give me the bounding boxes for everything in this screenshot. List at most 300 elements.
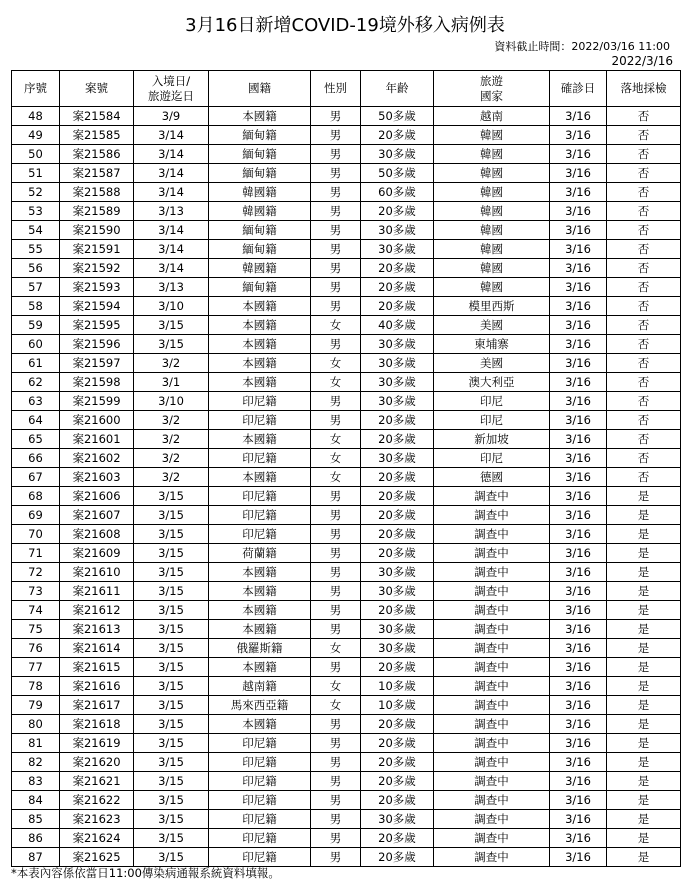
cell-sex: 男 <box>311 601 361 620</box>
cell-confirm-date: 3/16 <box>550 392 607 411</box>
cell-travel-country: 模里西斯 <box>434 297 550 316</box>
cell-seq: 63 <box>12 392 60 411</box>
cell-nationality: 本國籍 <box>209 601 311 620</box>
page-title: 3月16日新增COVID-19境外移入病例表 <box>185 15 505 36</box>
cell-nationality: 緬甸籍 <box>209 240 311 259</box>
header-line1: 序號 <box>24 81 47 95</box>
cell-entry-date: 3/15 <box>134 544 209 563</box>
cell-confirm-date: 3/16 <box>550 126 607 145</box>
cell-sex: 男 <box>311 753 361 772</box>
cell-entry-date: 3/15 <box>134 582 209 601</box>
cell-travel-country: 調查中 <box>434 734 550 753</box>
cell-travel-country: 韓國 <box>434 126 550 145</box>
table-row <box>12 278 681 297</box>
cell-age: 20多歲 <box>361 791 434 810</box>
cell-age: 20多歲 <box>361 468 434 487</box>
cell-age: 30多歲 <box>361 354 434 373</box>
cell-entry-date: 3/14 <box>134 183 209 202</box>
cell-confirm-date: 3/16 <box>550 430 607 449</box>
cell-age: 20多歲 <box>361 753 434 772</box>
cell-seq: 86 <box>12 829 60 848</box>
cell-entry-date: 3/15 <box>134 335 209 354</box>
cell-age: 20多歲 <box>361 430 434 449</box>
table-header-row <box>12 71 681 107</box>
cell-confirm-date: 3/16 <box>550 297 607 316</box>
cell-sex: 女 <box>311 430 361 449</box>
cell-sex: 男 <box>311 392 361 411</box>
cell-airport-test: 是 <box>607 506 681 525</box>
cell-confirm-date: 3/16 <box>550 354 607 373</box>
cell-age: 30多歲 <box>361 810 434 829</box>
cell-sex: 女 <box>311 354 361 373</box>
table-row <box>12 335 681 354</box>
cell-case-no: 案21618 <box>60 715 134 734</box>
cell-travel-country: 印尼 <box>434 392 550 411</box>
cell-confirm-date: 3/16 <box>550 221 607 240</box>
table-row <box>12 620 681 639</box>
cell-sex: 女 <box>311 696 361 715</box>
cell-entry-date: 3/15 <box>134 487 209 506</box>
cell-age: 20多歲 <box>361 848 434 867</box>
cell-airport-test: 否 <box>607 240 681 259</box>
cell-confirm-date: 3/16 <box>550 487 607 506</box>
cell-seq: 77 <box>12 658 60 677</box>
cell-age: 20多歲 <box>361 829 434 848</box>
cell-seq: 81 <box>12 734 60 753</box>
table-row <box>12 582 681 601</box>
cell-entry-date: 3/2 <box>134 411 209 430</box>
cell-age: 20多歲 <box>361 278 434 297</box>
report-date: 2022/3/16 <box>611 54 673 68</box>
cell-sex: 男 <box>311 848 361 867</box>
cell-entry-date: 3/14 <box>134 126 209 145</box>
cell-nationality: 馬來西亞籍 <box>209 696 311 715</box>
cell-travel-country: 調查中 <box>434 487 550 506</box>
cell-age: 20多歲 <box>361 715 434 734</box>
table-row <box>12 164 681 183</box>
cell-airport-test: 否 <box>607 316 681 335</box>
cell-nationality: 韓國籍 <box>209 259 311 278</box>
table-row <box>12 468 681 487</box>
table-row <box>12 791 681 810</box>
cell-nationality: 印尼籍 <box>209 772 311 791</box>
cell-case-no: 案21591 <box>60 240 134 259</box>
cell-case-no: 案21600 <box>60 411 134 430</box>
cell-age: 10多歲 <box>361 696 434 715</box>
cell-confirm-date: 3/16 <box>550 468 607 487</box>
table-row <box>12 829 681 848</box>
cell-seq: 52 <box>12 183 60 202</box>
header-line2: 旅遊迄日 <box>148 88 194 103</box>
cell-nationality: 印尼籍 <box>209 734 311 753</box>
cell-seq: 65 <box>12 430 60 449</box>
cell-confirm-date: 3/16 <box>550 848 607 867</box>
cell-travel-country: 韓國 <box>434 278 550 297</box>
table-row <box>12 297 681 316</box>
cell-sex: 男 <box>311 829 361 848</box>
header-line1: 年齡 <box>385 81 409 95</box>
cell-sex: 女 <box>311 449 361 468</box>
cell-nationality: 本國籍 <box>209 468 311 487</box>
cell-airport-test: 否 <box>607 259 681 278</box>
cell-age: 20多歲 <box>361 772 434 791</box>
cell-entry-date: 3/15 <box>134 791 209 810</box>
header-line1: 旅遊 <box>480 73 503 88</box>
table-row <box>12 240 681 259</box>
cell-travel-country: 調查中 <box>434 525 550 544</box>
cell-travel-country: 調查中 <box>434 791 550 810</box>
header-airport-test <box>607 71 681 107</box>
cell-entry-date: 3/14 <box>134 164 209 183</box>
header-confirm-date <box>550 71 607 107</box>
cell-case-no: 案21594 <box>60 297 134 316</box>
cell-sex: 女 <box>311 316 361 335</box>
cell-confirm-date: 3/16 <box>550 563 607 582</box>
table-row <box>12 544 681 563</box>
cell-case-no: 案21606 <box>60 487 134 506</box>
cell-sex: 男 <box>311 620 361 639</box>
cell-travel-country: 調查中 <box>434 810 550 829</box>
cell-age: 20多歲 <box>361 259 434 278</box>
table-row <box>12 639 681 658</box>
table-body <box>12 107 681 867</box>
cell-nationality: 本國籍 <box>209 316 311 335</box>
cell-travel-country: 調查中 <box>434 582 550 601</box>
table-row <box>12 107 681 126</box>
cell-case-no: 案21612 <box>60 601 134 620</box>
header-seq <box>12 71 60 107</box>
cell-case-no: 案21599 <box>60 392 134 411</box>
header-line1: 入境日/ <box>151 73 191 88</box>
cell-sex: 男 <box>311 525 361 544</box>
cell-case-no: 案21622 <box>60 791 134 810</box>
cell-nationality: 越南籍 <box>209 677 311 696</box>
cell-airport-test: 是 <box>607 525 681 544</box>
cell-seq: 83 <box>12 772 60 791</box>
cell-sex: 男 <box>311 278 361 297</box>
cell-case-no: 案21608 <box>60 525 134 544</box>
cell-entry-date: 3/15 <box>134 563 209 582</box>
cell-airport-test: 是 <box>607 715 681 734</box>
cell-case-no: 案21597 <box>60 354 134 373</box>
table-row <box>12 601 681 620</box>
cell-entry-date: 3/15 <box>134 734 209 753</box>
cell-seq: 84 <box>12 791 60 810</box>
table-row <box>12 202 681 221</box>
cell-airport-test: 是 <box>607 620 681 639</box>
cell-airport-test: 是 <box>607 658 681 677</box>
cell-travel-country: 調查中 <box>434 601 550 620</box>
cell-age: 30多歲 <box>361 582 434 601</box>
table-row <box>12 734 681 753</box>
cell-entry-date: 3/15 <box>134 848 209 867</box>
cell-nationality: 印尼籍 <box>209 848 311 867</box>
cell-seq: 58 <box>12 297 60 316</box>
cell-entry-date: 3/2 <box>134 468 209 487</box>
cell-case-no: 案21624 <box>60 829 134 848</box>
cell-age: 20多歲 <box>361 658 434 677</box>
cell-nationality: 印尼籍 <box>209 810 311 829</box>
cell-case-no: 案21602 <box>60 449 134 468</box>
cell-airport-test: 否 <box>607 468 681 487</box>
cell-seq: 53 <box>12 202 60 221</box>
cell-travel-country: 新加坡 <box>434 430 550 449</box>
cell-case-no: 案21607 <box>60 506 134 525</box>
cell-seq: 85 <box>12 810 60 829</box>
cell-case-no: 案21601 <box>60 430 134 449</box>
cell-airport-test: 否 <box>607 392 681 411</box>
cell-confirm-date: 3/16 <box>550 658 607 677</box>
cell-seq: 71 <box>12 544 60 563</box>
cell-nationality: 本國籍 <box>209 715 311 734</box>
cases-table <box>11 70 681 867</box>
cell-travel-country: 韓國 <box>434 183 550 202</box>
cell-travel-country: 柬埔寨 <box>434 335 550 354</box>
cell-sex: 女 <box>311 677 361 696</box>
cell-airport-test: 是 <box>607 848 681 867</box>
cell-case-no: 案21620 <box>60 753 134 772</box>
cell-seq: 76 <box>12 639 60 658</box>
cell-nationality: 印尼籍 <box>209 449 311 468</box>
cell-airport-test: 是 <box>607 639 681 658</box>
cell-travel-country: 德國 <box>434 468 550 487</box>
cell-nationality: 本國籍 <box>209 354 311 373</box>
cell-nationality: 印尼籍 <box>209 392 311 411</box>
cell-seq: 48 <box>12 107 60 126</box>
cell-seq: 56 <box>12 259 60 278</box>
cell-sex: 男 <box>311 221 361 240</box>
cell-seq: 57 <box>12 278 60 297</box>
cell-airport-test: 否 <box>607 297 681 316</box>
cell-age: 30多歲 <box>361 639 434 658</box>
cell-entry-date: 3/15 <box>134 639 209 658</box>
cell-sex: 女 <box>311 373 361 392</box>
cell-age: 20多歲 <box>361 734 434 753</box>
cell-confirm-date: 3/16 <box>550 829 607 848</box>
cell-case-no: 案21610 <box>60 563 134 582</box>
cell-sex: 男 <box>311 582 361 601</box>
cell-seq: 67 <box>12 468 60 487</box>
cell-sex: 男 <box>311 487 361 506</box>
cell-entry-date: 3/10 <box>134 297 209 316</box>
cell-entry-date: 3/15 <box>134 506 209 525</box>
cell-airport-test: 是 <box>607 772 681 791</box>
cell-confirm-date: 3/16 <box>550 582 607 601</box>
cell-travel-country: 印尼 <box>434 449 550 468</box>
table-row <box>12 259 681 278</box>
cell-case-no: 案21609 <box>60 544 134 563</box>
cell-airport-test: 否 <box>607 354 681 373</box>
cell-case-no: 案21614 <box>60 639 134 658</box>
cell-sex: 男 <box>311 145 361 164</box>
cell-airport-test: 否 <box>607 449 681 468</box>
cell-age: 30多歲 <box>361 240 434 259</box>
cell-confirm-date: 3/16 <box>550 335 607 354</box>
cell-sex: 男 <box>311 791 361 810</box>
cell-age: 50多歲 <box>361 164 434 183</box>
cell-seq: 51 <box>12 164 60 183</box>
cell-confirm-date: 3/16 <box>550 772 607 791</box>
cell-confirm-date: 3/16 <box>550 734 607 753</box>
cell-confirm-date: 3/16 <box>550 259 607 278</box>
cell-entry-date: 3/15 <box>134 601 209 620</box>
cell-entry-date: 3/15 <box>134 829 209 848</box>
header-entry-date <box>134 71 209 107</box>
table-row <box>12 411 681 430</box>
cell-confirm-date: 3/16 <box>550 544 607 563</box>
cell-age: 10多歲 <box>361 677 434 696</box>
cell-case-no: 案21623 <box>60 810 134 829</box>
cell-airport-test: 否 <box>607 335 681 354</box>
table-row <box>12 677 681 696</box>
cell-age: 20多歲 <box>361 411 434 430</box>
cell-airport-test: 否 <box>607 411 681 430</box>
cell-age: 30多歲 <box>361 563 434 582</box>
cell-seq: 59 <box>12 316 60 335</box>
table-row <box>12 449 681 468</box>
cell-airport-test: 是 <box>607 677 681 696</box>
cell-nationality: 韓國籍 <box>209 183 311 202</box>
cell-travel-country: 調查中 <box>434 715 550 734</box>
cell-nationality: 緬甸籍 <box>209 164 311 183</box>
cell-nationality: 俄羅斯籍 <box>209 639 311 658</box>
cell-sex: 男 <box>311 335 361 354</box>
cell-travel-country: 澳大利亞 <box>434 373 550 392</box>
cell-entry-date: 3/15 <box>134 772 209 791</box>
table-row <box>12 126 681 145</box>
table-row <box>12 772 681 791</box>
cell-entry-date: 3/15 <box>134 658 209 677</box>
cell-airport-test: 否 <box>607 107 681 126</box>
cell-sex: 男 <box>311 297 361 316</box>
cell-airport-test: 否 <box>607 430 681 449</box>
cell-sex: 男 <box>311 506 361 525</box>
cell-age: 20多歲 <box>361 544 434 563</box>
cell-age: 30多歲 <box>361 145 434 164</box>
header-nationality <box>209 71 311 107</box>
table-row <box>12 354 681 373</box>
cell-nationality: 韓國籍 <box>209 202 311 221</box>
cell-confirm-date: 3/16 <box>550 696 607 715</box>
table-row <box>12 145 681 164</box>
cell-travel-country: 調查中 <box>434 677 550 696</box>
cell-nationality: 印尼籍 <box>209 411 311 430</box>
cell-sex: 男 <box>311 563 361 582</box>
cell-airport-test: 是 <box>607 753 681 772</box>
cell-seq: 75 <box>12 620 60 639</box>
cell-travel-country: 調查中 <box>434 639 550 658</box>
cell-travel-country: 調查中 <box>434 563 550 582</box>
header-age <box>361 71 434 107</box>
cell-age: 60多歲 <box>361 183 434 202</box>
cell-nationality: 本國籍 <box>209 335 311 354</box>
cell-sex: 男 <box>311 772 361 791</box>
cell-age: 30多歲 <box>361 335 434 354</box>
cell-airport-test: 否 <box>607 202 681 221</box>
cell-airport-test: 是 <box>607 563 681 582</box>
cell-entry-date: 3/13 <box>134 278 209 297</box>
cell-sex: 男 <box>311 240 361 259</box>
cell-confirm-date: 3/16 <box>550 525 607 544</box>
cell-seq: 80 <box>12 715 60 734</box>
cell-age: 30多歲 <box>361 373 434 392</box>
table-row <box>12 563 681 582</box>
cell-entry-date: 3/2 <box>134 449 209 468</box>
cell-nationality: 本國籍 <box>209 658 311 677</box>
cell-nationality: 印尼籍 <box>209 753 311 772</box>
cell-travel-country: 調查中 <box>434 753 550 772</box>
cell-seq: 62 <box>12 373 60 392</box>
cell-nationality: 印尼籍 <box>209 525 311 544</box>
cell-age: 30多歲 <box>361 449 434 468</box>
cell-nationality: 印尼籍 <box>209 791 311 810</box>
cell-sex: 男 <box>311 734 361 753</box>
cell-entry-date: 3/15 <box>134 677 209 696</box>
cell-sex: 男 <box>311 126 361 145</box>
cell-seq: 66 <box>12 449 60 468</box>
table-row <box>12 715 681 734</box>
cell-confirm-date: 3/16 <box>550 791 607 810</box>
cell-entry-date: 3/14 <box>134 240 209 259</box>
header-case-no <box>60 71 134 107</box>
header-line2: 國家 <box>480 88 503 103</box>
cell-nationality: 緬甸籍 <box>209 126 311 145</box>
cell-sex: 女 <box>311 639 361 658</box>
cell-entry-date: 3/1 <box>134 373 209 392</box>
cell-nationality: 緬甸籍 <box>209 221 311 240</box>
cell-entry-date: 3/14 <box>134 221 209 240</box>
cell-travel-country: 調查中 <box>434 658 550 677</box>
table-row <box>12 506 681 525</box>
cell-travel-country: 調查中 <box>434 544 550 563</box>
cell-confirm-date: 3/16 <box>550 278 607 297</box>
cell-nationality: 本國籍 <box>209 107 311 126</box>
cell-entry-date: 3/15 <box>134 316 209 335</box>
table-row <box>12 848 681 867</box>
cell-travel-country: 韓國 <box>434 221 550 240</box>
cell-travel-country: 韓國 <box>434 259 550 278</box>
cell-entry-date: 3/14 <box>134 259 209 278</box>
cell-nationality: 印尼籍 <box>209 506 311 525</box>
cell-confirm-date: 3/16 <box>550 316 607 335</box>
cell-case-no: 案21585 <box>60 126 134 145</box>
cell-case-no: 案21617 <box>60 696 134 715</box>
cell-confirm-date: 3/16 <box>550 107 607 126</box>
cell-sex: 男 <box>311 715 361 734</box>
cell-age: 40多歲 <box>361 316 434 335</box>
header-line1: 案號 <box>85 81 108 95</box>
cell-entry-date: 3/15 <box>134 696 209 715</box>
cell-case-no: 案21595 <box>60 316 134 335</box>
cell-entry-date: 3/13 <box>134 202 209 221</box>
cell-seq: 54 <box>12 221 60 240</box>
cell-airport-test: 是 <box>607 810 681 829</box>
cell-airport-test: 是 <box>607 544 681 563</box>
table-row <box>12 373 681 392</box>
cell-entry-date: 3/14 <box>134 145 209 164</box>
table-row <box>12 183 681 202</box>
cell-age: 20多歲 <box>361 202 434 221</box>
cell-travel-country: 調查中 <box>434 696 550 715</box>
cell-travel-country: 韓國 <box>434 202 550 221</box>
cell-entry-date: 3/15 <box>134 525 209 544</box>
cell-confirm-date: 3/16 <box>550 145 607 164</box>
cell-nationality: 印尼籍 <box>209 487 311 506</box>
cell-age: 30多歲 <box>361 392 434 411</box>
cell-entry-date: 3/15 <box>134 753 209 772</box>
cell-seq: 70 <box>12 525 60 544</box>
cell-entry-date: 3/15 <box>134 620 209 639</box>
